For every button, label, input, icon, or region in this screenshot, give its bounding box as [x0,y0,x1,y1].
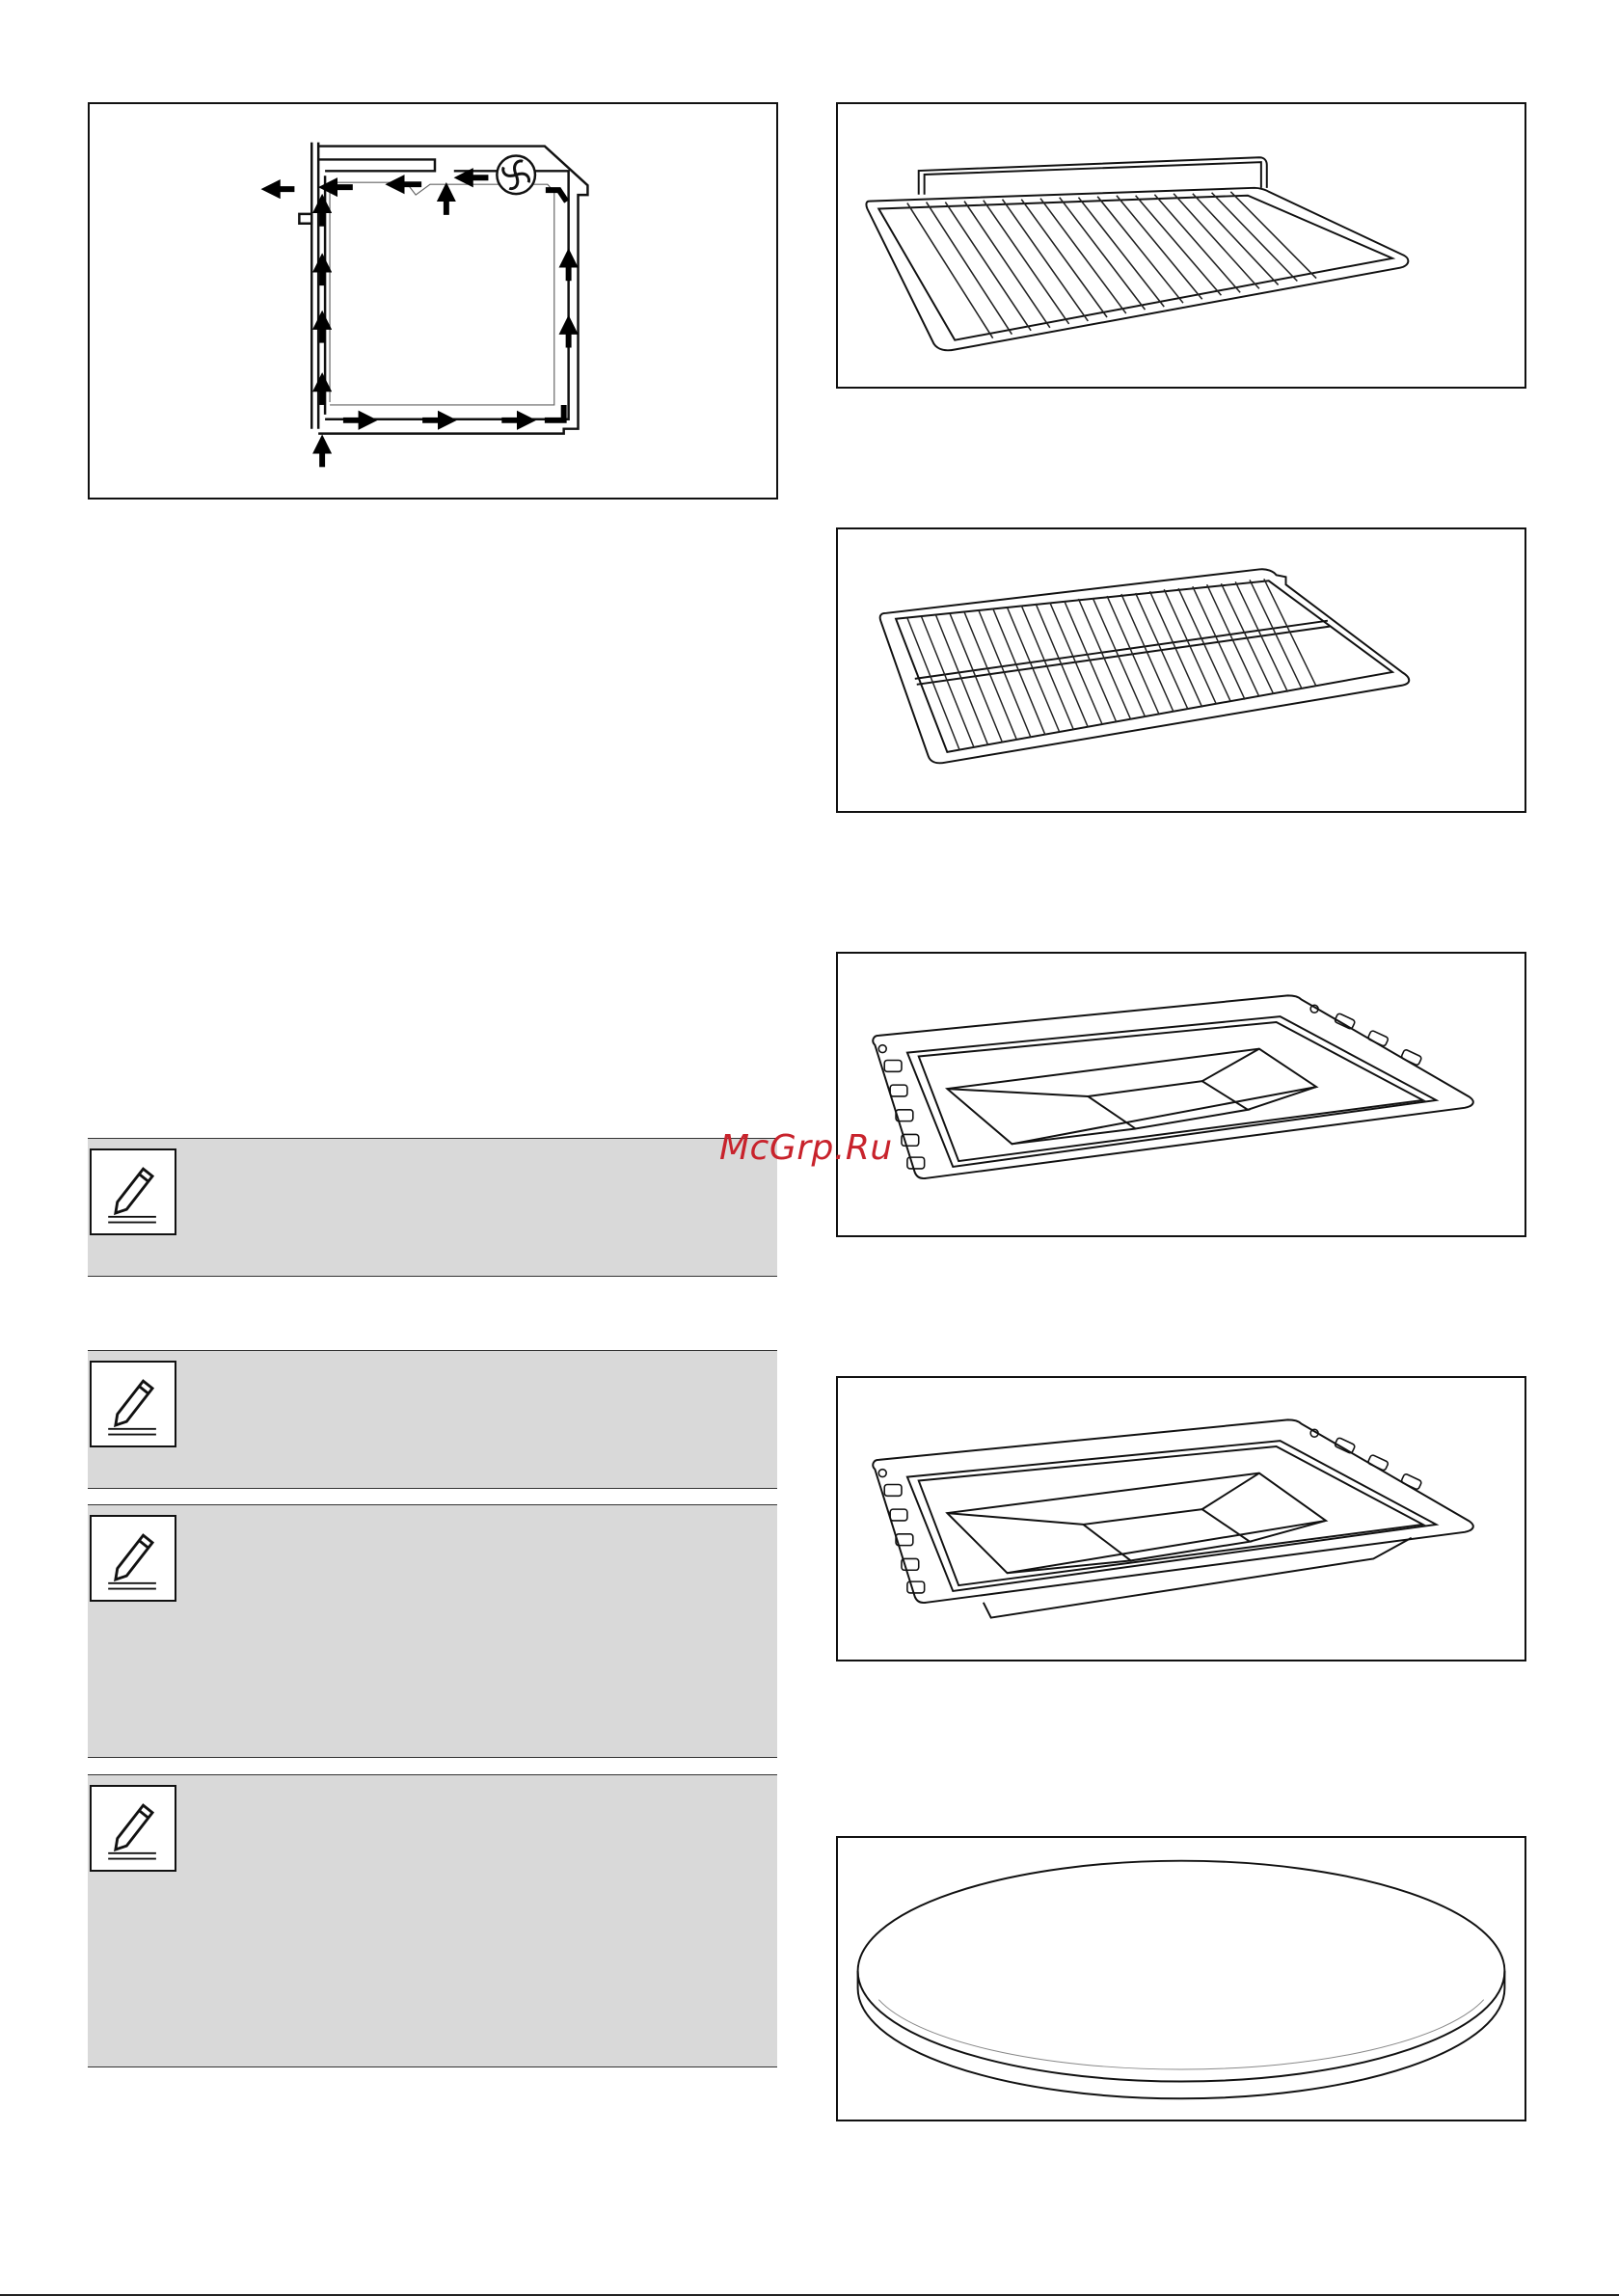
airflow-diagram-frame [88,102,778,500]
note-box [88,1350,777,1489]
wire-rack-illustration [838,529,1525,811]
shallow-tray-frame [836,952,1526,1237]
pencil-note-icon [90,1785,176,1872]
wire-shelf-frame [836,102,1526,389]
note-box [88,1774,777,2067]
watermark: McGrp.Ru [719,1128,893,1168]
wire-rack-frame [836,527,1526,813]
pencil-note-icon [90,1515,176,1602]
note-box [88,1504,777,1758]
fan-icon [497,155,535,194]
pencil-note-icon [90,1361,176,1447]
deep-tray-illustration [838,1378,1525,1660]
arrow-icon [271,177,569,467]
pizza-stone-frame [836,1836,1526,2121]
shallow-tray-illustration [838,954,1525,1235]
note-box [88,1138,777,1277]
wire-shelf-illustration [838,104,1525,387]
pencil-note-icon [90,1148,176,1235]
pizza-stone-illustration [838,1838,1525,2120]
deep-tray-frame [836,1376,1526,1661]
airflow-diagram [90,104,776,498]
